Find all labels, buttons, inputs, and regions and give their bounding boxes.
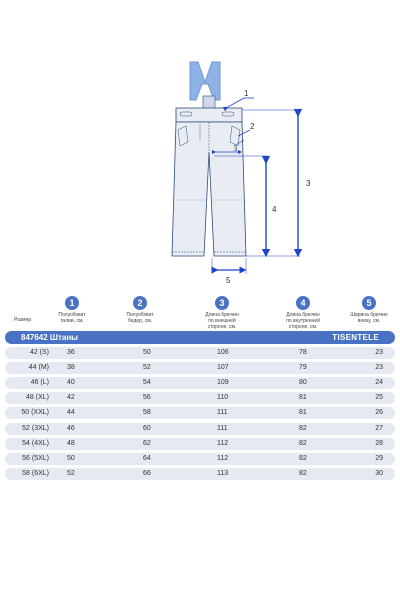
column-header-label: Полуобхват талии, см. bbox=[58, 312, 86, 324]
measure-cell: 23 bbox=[375, 364, 383, 372]
measure-cell: 62 bbox=[143, 439, 151, 447]
measure-cell: 81 bbox=[299, 409, 307, 417]
callout-1: 1 bbox=[244, 89, 249, 98]
article-title: 847642 Штаны bbox=[21, 333, 78, 342]
column-header-label: Длина брючин по внутренней стороне, см. bbox=[286, 312, 320, 330]
measure-cell: 56 bbox=[143, 394, 151, 402]
measure-cell: 58 bbox=[143, 409, 151, 417]
size-cell: 50 (XXL) bbox=[21, 409, 49, 417]
measure-cell: 79 bbox=[299, 364, 307, 372]
article-band bbox=[5, 331, 395, 344]
measure-cell: 29 bbox=[375, 454, 383, 462]
measure-cell: 54 bbox=[143, 379, 151, 387]
callout-3: 3 bbox=[306, 179, 311, 188]
measure-cell: 50 bbox=[143, 349, 151, 356]
column-header-label: Полуобхват бедер, см. bbox=[126, 312, 154, 324]
column-number-badge: 4 bbox=[296, 296, 310, 310]
table-row bbox=[5, 453, 395, 465]
measure-cell: 112 bbox=[217, 454, 229, 462]
column-header-label: Ширина брючин внизу, см. bbox=[350, 312, 388, 324]
measure-cell: 23 bbox=[375, 349, 383, 356]
measure-cell: 60 bbox=[143, 424, 151, 432]
table-row bbox=[5, 407, 395, 419]
measure-cell: 46 bbox=[67, 424, 75, 432]
measure-cell: 80 bbox=[299, 379, 307, 387]
size-cell: 54 (4XL) bbox=[22, 439, 49, 447]
column-header-inner-length bbox=[276, 296, 330, 332]
measure-cell: 38 bbox=[67, 364, 75, 372]
measure-cell: 81 bbox=[299, 394, 307, 402]
table-row bbox=[5, 468, 395, 480]
size-cell: 44 (M) bbox=[28, 364, 49, 372]
measure-cell: 42 bbox=[67, 394, 75, 402]
column-header-waist bbox=[48, 296, 96, 332]
table-row bbox=[5, 377, 395, 389]
measure-cell: 109 bbox=[217, 379, 229, 387]
measure-cell: 52 bbox=[143, 364, 151, 372]
measure-cell: 28 bbox=[375, 439, 383, 447]
size-cell: 56 (5XL) bbox=[22, 454, 49, 462]
table-row bbox=[5, 423, 395, 435]
column-number-badge: 2 bbox=[133, 296, 147, 310]
column-number-badge: 1 bbox=[65, 296, 79, 310]
brand-name: TISENTELE bbox=[332, 333, 379, 342]
measure-cell: 106 bbox=[217, 349, 229, 356]
measure-cell: 66 bbox=[143, 469, 151, 477]
measure-cell: 25 bbox=[375, 394, 383, 402]
column-header-hips bbox=[116, 296, 164, 332]
callout-3-small: 3 bbox=[234, 147, 238, 153]
size-cell: 52 (3XL) bbox=[22, 424, 49, 432]
measure-cell: 52 bbox=[67, 469, 75, 477]
measure-cell: 27 bbox=[375, 424, 383, 432]
measure-line-1 bbox=[226, 98, 244, 108]
column-header-label: Длина брючин по внешней стороне, см. bbox=[205, 312, 239, 330]
waistband bbox=[176, 108, 242, 122]
measure-cell: 26 bbox=[375, 409, 383, 417]
measure-cell: 107 bbox=[217, 364, 229, 372]
measure-cell: 78 bbox=[299, 349, 307, 356]
measure-cell: 48 bbox=[67, 439, 75, 447]
measure-cell: 82 bbox=[299, 439, 307, 447]
table-row bbox=[5, 362, 395, 374]
callout-2: 2 bbox=[250, 122, 255, 131]
measure-cell: 112 bbox=[217, 439, 229, 447]
measure-cell: 111 bbox=[217, 424, 228, 432]
size-cell: 48 (XL) bbox=[26, 394, 49, 402]
column-number-badge: 5 bbox=[362, 296, 376, 310]
size-cell: 46 (L) bbox=[30, 379, 49, 387]
size-column-header: Размер bbox=[14, 317, 32, 323]
table-row bbox=[5, 392, 395, 404]
measure-cell: 30 bbox=[375, 469, 383, 477]
measure-cell: 36 bbox=[67, 349, 75, 356]
measure-cell: 113 bbox=[217, 469, 229, 477]
size-cell: 58 (6XL) bbox=[22, 469, 49, 477]
column-header-bottom-width bbox=[342, 296, 396, 332]
callout-5: 5 bbox=[226, 276, 231, 285]
measure-cell: 24 bbox=[375, 379, 383, 387]
measure-cell: 44 bbox=[67, 409, 75, 417]
table-row bbox=[5, 438, 395, 450]
size-cell: 42 (S) bbox=[29, 349, 49, 356]
measure-cell: 82 bbox=[299, 454, 307, 462]
pants-body bbox=[172, 122, 246, 256]
table-row bbox=[5, 347, 395, 359]
column-number-badge: 3 bbox=[215, 296, 229, 310]
measure-cell: 111 bbox=[217, 409, 228, 417]
pants-measurement-diagram bbox=[0, 0, 400, 290]
measure-cell: 64 bbox=[143, 454, 151, 462]
callout-4: 4 bbox=[272, 205, 277, 214]
measure-cell: 82 bbox=[299, 469, 307, 477]
measure-cell: 40 bbox=[67, 379, 75, 387]
column-header-outer-length bbox=[196, 296, 248, 332]
measure-cell: 82 bbox=[299, 424, 307, 432]
measure-cell: 110 bbox=[217, 394, 229, 402]
suspender-straps bbox=[190, 62, 220, 100]
measure-cell: 50 bbox=[67, 454, 75, 462]
